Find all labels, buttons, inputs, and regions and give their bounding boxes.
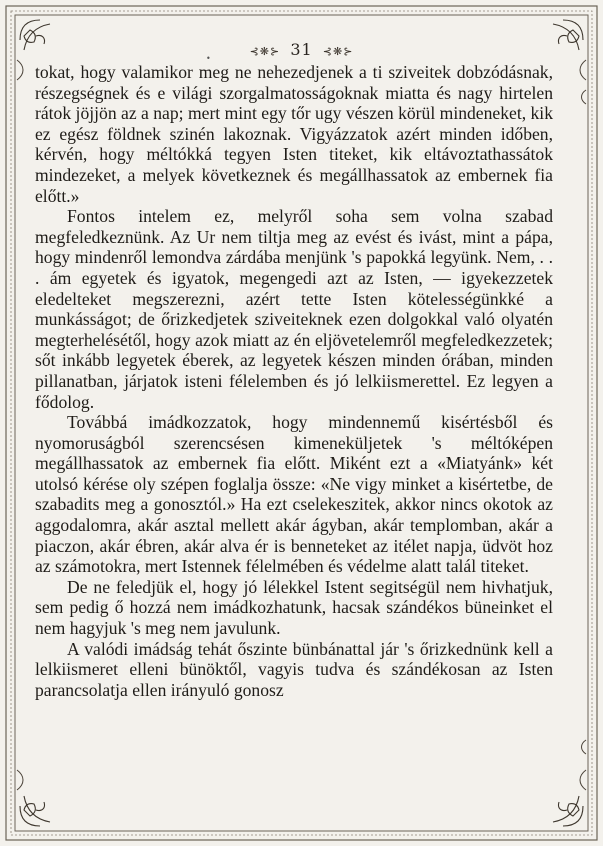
paragraph-2: Fontos intelem ez, melyről soha sem volna szabad megfeledkeznünk. Az Ur nem tiltja meg az evést és ivást, mint a pápa, hogy mindenről lemondva zárdába menjünk 's papokká legyünk. Nem, . . . ám egyetek és igyatok, megengedi azt az Isten, — igyekezzetek eledelteket megszerezni, azért tette Isten kötelességünkké a munkásságot; de őrizkedjetek sziveiteknek ezen dolgokkal való olyatén megterhelésétől, hogy azok miatt az én eljövetelemről megfeledkezzetek; sőt inkább legyetek éberek, az legyetek készen minden órában, minden pillanatban, járjatok isteni félelemben és jó lelkiismerettel. Ez legyen a fődolog. — [35, 206, 553, 412]
page-header — [0, 40, 603, 59]
body-text — [35, 62, 553, 812]
header-ornament-left-icon: ⊰❋⊱ — [249, 45, 281, 58]
side-flourish-left — [17, 60, 23, 790]
side-flourish-right — [580, 60, 586, 790]
paragraph-5: A valódi imádság tehát őszinte bünbánattal jár 's őrizkednünk kell a lelkiismeret elleni bünöktől, vagyis tudva és szándékosan az Isten parancsolatja ellen irányuló gonosz — [35, 638, 553, 700]
paragraph-3: Továbbá imádkozzatok, hogy mindennemű kisértésből és nyomoruságból szerencsésen kimeneküljetek 's méltóképen megállhassatok az embernek fia előtt. Miként ezt a «Miatyánk» két utolsó kérése oly szépen foglalja össze: «Ne vigy minket a kisértetbe, de szabadits meg a gonosztól.» Ha ezt cselekeszitek, akkor nincs okotok az aggodalomra, akár asztal mellett akár ágyban, akár templomban, akár a piaczon, akár ébren, akár alva ér is benneteket az itélet napja, üdvöt hoz az számotokra, mert Istennek félelmében és védelme alatt talál titeket. — [35, 412, 553, 577]
paragraph-1: tokat, hogy valamikor meg ne nehezedjenek a ti sziveitek dobzódásnak, részegségnek és e világi szorgalmatosságoknak miatta és nagy hirtelen rátok jöjjön az a nap; mert mint egy tőr ugy vészen körül mindeneket, kik ez egész földnek szinén lakoznak. Vigyázzatok azért minden időben, kérvén, hogy méltókká tegyen Isten titeket, kik eltávoztathassátok mindezeket, a melyek következnek és megállhassatok az embernek fia előtt.» — [35, 62, 553, 206]
print-speck: • — [206, 54, 211, 63]
paragraph-4: De ne feledjük el, hogy jó lélekkel Istent segitségül nem hivhatjuk, sem pedig ő hozzá nem imádkozhatunk, hacsak szándékos büneinket el nem hagyjuk 's meg nem javulunk. — [35, 576, 553, 639]
corner-ornament-bottom-right — [553, 796, 583, 826]
page-number: 31 — [290, 40, 313, 59]
header-ornament-right-icon: ⊰❋⊱ — [322, 45, 354, 58]
